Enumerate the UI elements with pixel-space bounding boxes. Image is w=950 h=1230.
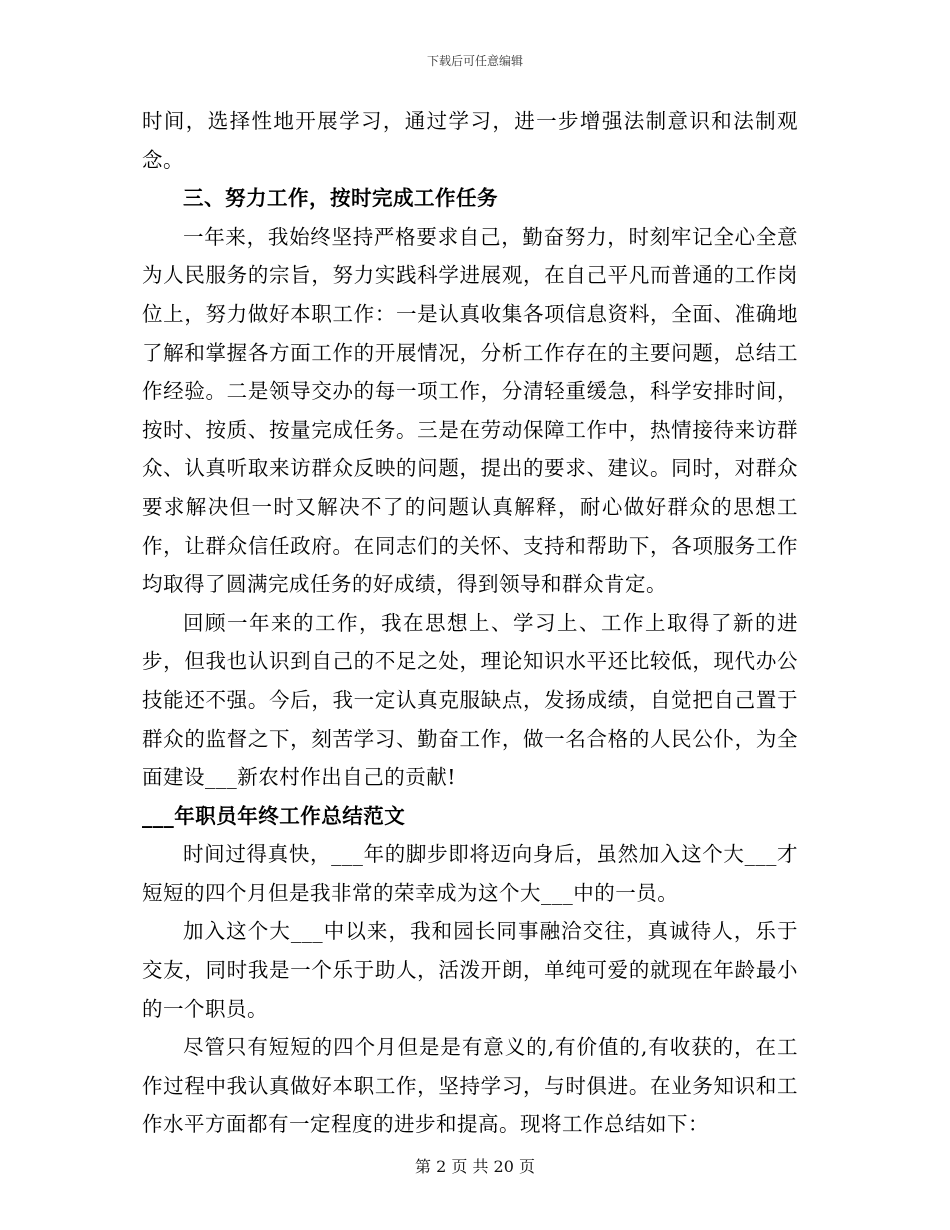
page-header: 下载后可任意编辑 (426, 54, 523, 68)
paragraph-3: 回顾一年来的工作，我在思想上、学习上、工作上取得了新的进步，但我也认识到自己的不足之处，理论知识水平还比较低，现代办公技能还不强。今后，我一定认真克服缺点，发扬成绩，自觉把自己置于群众的监督之下，刻苦学习、勤奋工作，做一名合格的人民公仆，为全面建设___新农村作出自己的贡献! (142, 610, 798, 790)
paragraph-1: 时间，选择性地开展学习，通过学习，进一步增强法制意识和法制观念。 (142, 109, 798, 172)
section-heading-3: 三、努力工作，按时完成工作任务 (183, 186, 498, 211)
page-number: 第 2 页 共 20 页 (415, 1157, 535, 1176)
paragraph-5: 加入这个大___中以来，我和园长同事融洽交往，真诚待人，乐于交友，同时我是一个乐于助人，活泼开朗，单纯可爱的就现在年龄最小的一个职员。 (142, 919, 798, 1021)
article-title: ___年职员年终工作总结范文 (142, 803, 406, 828)
document-body (142, 102, 798, 1144)
paragraph-4: 时间过得真快，___年的脚步即将迈向身后，虽然加入这个大___才短短的四个月但是我非常的荣幸成为这个大___中的一员。 (142, 842, 798, 905)
paragraph-6: 尽管只有短短的四个月但是是有意义的,有价值的,有收获的，在工作过程中我认真做好本职工作，坚持学习，与时俱进。在业务知识和工作水平方面都有一定程度的进步和提高。现将工作总结如下： (142, 1035, 798, 1137)
paragraph-2: 一年来，我始终坚持严格要求自己，勤奋努力，时刻牢记全心全意为人民服务的宗旨，努力实践科学进展观，在自己平凡而普通的工作岗位上，努力做好本职工作：一是认真收集各项信息资料，全面、准确地了解和掌握各方面工作的开展情况，分析工作存在的主要问题，总结工作经验。二是领导交办的每一项工作，分清轻重缓急，科学安排时间，按时、按质、按量完成任务。三是在劳动保障工作中，热情接待来访群众、认真听取来访群众反映的问题，提出的要求、建议。同时，对群众要求解决但一时又解决不了的问题认真解释，耐心做好群众的思想工作，让群众信任政府。在同志们的关怀、支持和帮助下，各项服务工作均取得了圆满完成任务的好成绩，得到领导和群众肯定。 (142, 224, 798, 597)
